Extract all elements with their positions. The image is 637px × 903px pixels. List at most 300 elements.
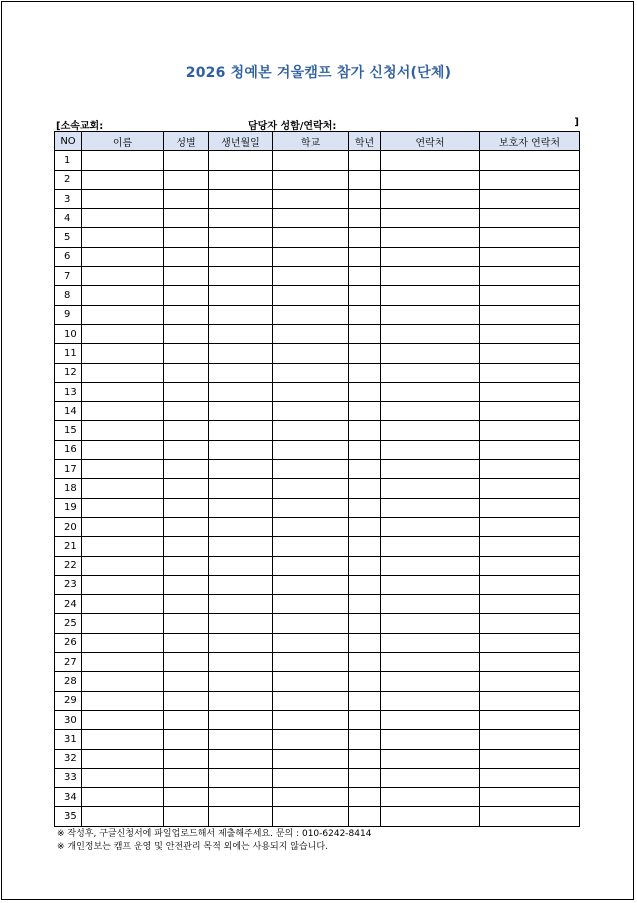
birthdate-cell[interactable]	[209, 807, 273, 826]
guardian-contact-cell[interactable]	[480, 228, 580, 247]
grade-cell[interactable]	[349, 537, 381, 556]
guardian-contact-cell[interactable]	[480, 402, 580, 421]
contact-cell[interactable]	[381, 344, 480, 363]
name-cell[interactable]	[82, 189, 164, 208]
header-birthdate: 생년월일	[209, 132, 273, 151]
info-line	[56, 117, 579, 131]
contact-cell[interactable]	[381, 633, 480, 652]
school-cell[interactable]	[273, 305, 349, 324]
school-cell[interactable]	[273, 421, 349, 440]
table-row	[55, 788, 580, 807]
header-gender: 성별	[164, 132, 209, 151]
school-cell[interactable]	[273, 402, 349, 421]
school-cell[interactable]	[273, 614, 349, 633]
birthdate-cell[interactable]	[209, 575, 273, 594]
note-submission: ※ 작성후, 구글신청서에 파일업로드해서 제출해주세요. 문의 : 010-6242-8414	[57, 829, 372, 839]
name-cell[interactable]	[82, 286, 164, 305]
table-row	[55, 440, 580, 459]
contact-cell[interactable]	[381, 730, 480, 749]
table-row	[55, 633, 580, 652]
school-cell[interactable]	[273, 151, 349, 170]
guardian-contact-cell[interactable]	[480, 344, 580, 363]
school-cell[interactable]	[273, 209, 349, 228]
row-number: 31	[55, 730, 82, 749]
gender-cell[interactable]	[164, 460, 209, 479]
gender-cell[interactable]	[164, 305, 209, 324]
gender-cell[interactable]	[164, 228, 209, 247]
row-number: 7	[55, 267, 82, 286]
name-cell[interactable]	[82, 460, 164, 479]
contact-cell[interactable]	[381, 710, 480, 729]
gender-cell[interactable]	[164, 170, 209, 189]
birthdate-cell[interactable]	[209, 595, 273, 614]
school-cell[interactable]	[273, 460, 349, 479]
grade-cell[interactable]	[349, 440, 381, 459]
birthdate-cell[interactable]	[209, 479, 273, 498]
grade-cell[interactable]	[349, 517, 381, 536]
grade-cell[interactable]	[349, 363, 381, 382]
grade-cell[interactable]	[349, 228, 381, 247]
school-cell[interactable]	[273, 189, 349, 208]
name-cell[interactable]	[82, 228, 164, 247]
guardian-contact-cell[interactable]	[480, 189, 580, 208]
birthdate-cell[interactable]	[209, 305, 273, 324]
grade-cell[interactable]	[349, 344, 381, 363]
gender-cell[interactable]	[164, 498, 209, 517]
row-number: 35	[55, 807, 82, 826]
guardian-contact-cell[interactable]	[480, 382, 580, 401]
grade-cell[interactable]	[349, 247, 381, 266]
gender-cell[interactable]	[164, 653, 209, 672]
gender-cell[interactable]	[164, 595, 209, 614]
row-number: 1	[55, 151, 82, 170]
table-row	[55, 305, 580, 324]
grade-cell[interactable]	[349, 189, 381, 208]
contact-cell[interactable]	[381, 614, 480, 633]
contact-cell[interactable]	[381, 151, 480, 170]
gender-cell[interactable]	[164, 363, 209, 382]
guardian-contact-cell[interactable]	[480, 633, 580, 652]
guardian-contact-cell[interactable]	[480, 807, 580, 826]
name-cell[interactable]	[82, 537, 164, 556]
row-number: 17	[55, 460, 82, 479]
birthdate-cell[interactable]	[209, 768, 273, 787]
contact-cell[interactable]	[381, 267, 480, 286]
table-row	[55, 537, 580, 556]
grade-cell[interactable]	[349, 305, 381, 324]
name-cell[interactable]	[82, 768, 164, 787]
guardian-contact-cell[interactable]	[480, 170, 580, 189]
name-cell[interactable]	[82, 633, 164, 652]
name-cell[interactable]	[82, 151, 164, 170]
contact-cell[interactable]	[381, 788, 480, 807]
grade-cell[interactable]	[349, 324, 381, 343]
gender-cell[interactable]	[164, 633, 209, 652]
name-cell[interactable]	[82, 575, 164, 594]
school-cell[interactable]	[273, 749, 349, 768]
gender-cell[interactable]	[164, 614, 209, 633]
name-cell[interactable]	[82, 344, 164, 363]
guardian-contact-cell[interactable]	[480, 556, 580, 575]
guardian-contact-cell[interactable]	[480, 421, 580, 440]
birthdate-cell[interactable]	[209, 324, 273, 343]
school-cell[interactable]	[273, 440, 349, 459]
contact-cell[interactable]	[381, 363, 480, 382]
gender-cell[interactable]	[164, 479, 209, 498]
contact-cell[interactable]	[381, 672, 480, 691]
gender-cell[interactable]	[164, 440, 209, 459]
gender-cell[interactable]	[164, 151, 209, 170]
gender-cell[interactable]	[164, 556, 209, 575]
gender-cell[interactable]	[164, 691, 209, 710]
school-cell[interactable]	[273, 595, 349, 614]
grade-cell[interactable]	[349, 209, 381, 228]
guardian-contact-cell[interactable]	[480, 517, 580, 536]
table-row	[55, 730, 580, 749]
name-cell[interactable]	[82, 402, 164, 421]
guardian-contact-cell[interactable]	[480, 672, 580, 691]
row-number: 23	[55, 575, 82, 594]
guardian-contact-cell[interactable]	[480, 498, 580, 517]
guardian-contact-cell[interactable]	[480, 363, 580, 382]
contact-cell[interactable]	[381, 807, 480, 826]
table-row	[55, 749, 580, 768]
name-cell[interactable]	[82, 710, 164, 729]
table-row	[55, 460, 580, 479]
gender-cell[interactable]	[164, 730, 209, 749]
school-cell[interactable]	[273, 247, 349, 266]
gender-cell[interactable]	[164, 247, 209, 266]
row-number: 28	[55, 672, 82, 691]
contact-cell[interactable]	[381, 440, 480, 459]
table-row	[55, 768, 580, 787]
header-guardian-contact: 보호자 연락처	[480, 132, 580, 151]
table-row	[55, 209, 580, 228]
row-number: 26	[55, 633, 82, 652]
grade-cell[interactable]	[349, 498, 381, 517]
grade-cell[interactable]	[349, 788, 381, 807]
birthdate-cell[interactable]	[209, 614, 273, 633]
guardian-contact-cell[interactable]	[480, 788, 580, 807]
contact-cell[interactable]	[381, 498, 480, 517]
name-cell[interactable]	[82, 653, 164, 672]
gender-cell[interactable]	[164, 267, 209, 286]
grade-cell[interactable]	[349, 556, 381, 575]
gender-cell[interactable]	[164, 788, 209, 807]
school-cell[interactable]	[273, 479, 349, 498]
birthdate-cell[interactable]	[209, 653, 273, 672]
name-cell[interactable]	[82, 305, 164, 324]
school-cell[interactable]	[273, 344, 349, 363]
row-number: 16	[55, 440, 82, 459]
name-cell[interactable]	[82, 614, 164, 633]
school-cell[interactable]	[273, 363, 349, 382]
guardian-contact-cell[interactable]	[480, 749, 580, 768]
name-cell[interactable]	[82, 807, 164, 826]
gender-cell[interactable]	[164, 749, 209, 768]
name-cell[interactable]	[82, 788, 164, 807]
name-cell[interactable]	[82, 170, 164, 189]
note-privacy: ※ 개인정보는 캠프 운영 및 안전관리 목적 외에는 사용되지 않습니다.	[57, 842, 328, 852]
table-row	[55, 324, 580, 343]
contact-cell[interactable]	[381, 479, 480, 498]
school-cell[interactable]	[273, 382, 349, 401]
table-row	[55, 575, 580, 594]
birthdate-cell[interactable]	[209, 267, 273, 286]
guardian-contact-cell[interactable]	[480, 151, 580, 170]
row-number: 27	[55, 653, 82, 672]
row-number: 9	[55, 305, 82, 324]
contact-cell[interactable]	[381, 537, 480, 556]
contact-cell[interactable]	[381, 189, 480, 208]
table-row	[55, 672, 580, 691]
name-cell[interactable]	[82, 440, 164, 459]
grade-cell[interactable]	[349, 382, 381, 401]
gender-cell[interactable]	[164, 517, 209, 536]
row-number: 33	[55, 768, 82, 787]
gender-cell[interactable]	[164, 189, 209, 208]
contact-cell[interactable]	[381, 247, 480, 266]
grade-cell[interactable]	[349, 151, 381, 170]
guardian-contact-cell[interactable]	[480, 286, 580, 305]
guardian-contact-cell[interactable]	[480, 653, 580, 672]
school-cell[interactable]	[273, 324, 349, 343]
contact-cell[interactable]	[381, 402, 480, 421]
gender-cell[interactable]	[164, 344, 209, 363]
grade-cell[interactable]	[349, 633, 381, 652]
guardian-contact-cell[interactable]	[480, 537, 580, 556]
grade-cell[interactable]	[349, 768, 381, 787]
birthdate-cell[interactable]	[209, 228, 273, 247]
birthdate-cell[interactable]	[209, 402, 273, 421]
birthdate-cell[interactable]	[209, 498, 273, 517]
contact-cell[interactable]	[381, 460, 480, 479]
gender-cell[interactable]	[164, 768, 209, 787]
row-number: 21	[55, 537, 82, 556]
birthdate-cell[interactable]	[209, 710, 273, 729]
contact-cell[interactable]	[381, 575, 480, 594]
birthdate-cell[interactable]	[209, 363, 273, 382]
name-cell[interactable]	[82, 517, 164, 536]
grade-cell[interactable]	[349, 807, 381, 826]
birthdate-cell[interactable]	[209, 170, 273, 189]
name-cell[interactable]	[82, 730, 164, 749]
contact-label: 담당자 성함/연락처:	[248, 121, 337, 132]
school-cell[interactable]	[273, 575, 349, 594]
school-cell[interactable]	[273, 653, 349, 672]
guardian-contact-cell[interactable]	[480, 267, 580, 286]
name-cell[interactable]	[82, 421, 164, 440]
grade-cell[interactable]	[349, 402, 381, 421]
row-number: 5	[55, 228, 82, 247]
gender-cell[interactable]	[164, 807, 209, 826]
birthdate-cell[interactable]	[209, 382, 273, 401]
grade-cell[interactable]	[349, 710, 381, 729]
gender-cell[interactable]	[164, 286, 209, 305]
header-no: NO	[55, 132, 82, 151]
row-number: 18	[55, 479, 82, 498]
name-cell[interactable]	[82, 749, 164, 768]
contact-cell[interactable]	[381, 209, 480, 228]
table-row	[55, 807, 580, 826]
school-cell[interactable]	[273, 286, 349, 305]
guardian-contact-cell[interactable]	[480, 247, 580, 266]
school-cell[interactable]	[273, 537, 349, 556]
guardian-contact-cell[interactable]	[480, 460, 580, 479]
guardian-contact-cell[interactable]	[480, 595, 580, 614]
grade-cell[interactable]	[349, 460, 381, 479]
gender-cell[interactable]	[164, 575, 209, 594]
grade-cell[interactable]	[349, 730, 381, 749]
birthdate-cell[interactable]	[209, 209, 273, 228]
school-cell[interactable]	[273, 807, 349, 826]
name-cell[interactable]	[82, 247, 164, 266]
birthdate-cell[interactable]	[209, 691, 273, 710]
birthdate-cell[interactable]	[209, 151, 273, 170]
grade-cell[interactable]	[349, 749, 381, 768]
table-row	[55, 228, 580, 247]
guardian-contact-cell[interactable]	[480, 730, 580, 749]
table-row	[55, 247, 580, 266]
school-cell[interactable]	[273, 170, 349, 189]
gender-cell[interactable]	[164, 324, 209, 343]
gender-cell[interactable]	[164, 421, 209, 440]
name-cell[interactable]	[82, 209, 164, 228]
contact-cell[interactable]	[381, 305, 480, 324]
contact-cell[interactable]	[381, 286, 480, 305]
table-row	[55, 344, 580, 363]
row-number: 14	[55, 402, 82, 421]
name-cell[interactable]	[82, 267, 164, 286]
school-cell[interactable]	[273, 730, 349, 749]
birthdate-cell[interactable]	[209, 556, 273, 575]
grade-cell[interactable]	[349, 672, 381, 691]
guardian-contact-cell[interactable]	[480, 209, 580, 228]
guardian-contact-cell[interactable]	[480, 575, 580, 594]
grade-cell[interactable]	[349, 479, 381, 498]
name-cell[interactable]	[82, 382, 164, 401]
birthdate-cell[interactable]	[209, 344, 273, 363]
birthdate-cell[interactable]	[209, 633, 273, 652]
name-cell[interactable]	[82, 595, 164, 614]
guardian-contact-cell[interactable]	[480, 768, 580, 787]
name-cell[interactable]	[82, 324, 164, 343]
grade-cell[interactable]	[349, 614, 381, 633]
row-number: 4	[55, 209, 82, 228]
gender-cell[interactable]	[164, 710, 209, 729]
grade-cell[interactable]	[349, 286, 381, 305]
contact-cell[interactable]	[381, 324, 480, 343]
header-grade: 학년	[349, 132, 381, 151]
birthdate-cell[interactable]	[209, 421, 273, 440]
school-cell[interactable]	[273, 517, 349, 536]
birthdate-cell[interactable]	[209, 788, 273, 807]
name-cell[interactable]	[82, 672, 164, 691]
contact-cell[interactable]	[381, 382, 480, 401]
contact-cell[interactable]	[381, 595, 480, 614]
guardian-contact-cell[interactable]	[480, 710, 580, 729]
gender-cell[interactable]	[164, 402, 209, 421]
contact-cell[interactable]	[381, 749, 480, 768]
name-cell[interactable]	[82, 556, 164, 575]
row-number: 8	[55, 286, 82, 305]
guardian-contact-cell[interactable]	[480, 691, 580, 710]
birthdate-cell[interactable]	[209, 286, 273, 305]
contact-cell[interactable]	[381, 653, 480, 672]
birthdate-cell[interactable]	[209, 189, 273, 208]
table-row	[55, 421, 580, 440]
school-cell[interactable]	[273, 768, 349, 787]
contact-cell[interactable]	[381, 170, 480, 189]
guardian-contact-cell[interactable]	[480, 440, 580, 459]
guardian-contact-cell[interactable]	[480, 305, 580, 324]
school-cell[interactable]	[273, 672, 349, 691]
birthdate-cell[interactable]	[209, 517, 273, 536]
contact-cell[interactable]	[381, 228, 480, 247]
name-cell[interactable]	[82, 691, 164, 710]
notes	[57, 828, 371, 854]
grade-cell[interactable]	[349, 421, 381, 440]
table-row	[55, 691, 580, 710]
table-row	[55, 479, 580, 498]
row-number: 22	[55, 556, 82, 575]
school-cell[interactable]	[273, 633, 349, 652]
table-row	[55, 710, 580, 729]
birthdate-cell[interactable]	[209, 672, 273, 691]
birthdate-cell[interactable]	[209, 749, 273, 768]
birthdate-cell[interactable]	[209, 537, 273, 556]
gender-cell[interactable]	[164, 209, 209, 228]
guardian-contact-cell[interactable]	[480, 324, 580, 343]
name-cell[interactable]	[82, 479, 164, 498]
table-row	[55, 286, 580, 305]
gender-cell[interactable]	[164, 672, 209, 691]
school-cell[interactable]	[273, 267, 349, 286]
name-cell[interactable]	[82, 498, 164, 517]
birthdate-cell[interactable]	[209, 460, 273, 479]
contact-cell[interactable]	[381, 517, 480, 536]
gender-cell[interactable]	[164, 537, 209, 556]
grade-cell[interactable]	[349, 267, 381, 286]
birthdate-cell[interactable]	[209, 247, 273, 266]
guardian-contact-cell[interactable]	[480, 479, 580, 498]
school-cell[interactable]	[273, 691, 349, 710]
contact-cell[interactable]	[381, 691, 480, 710]
grade-cell[interactable]	[349, 653, 381, 672]
school-cell[interactable]	[273, 228, 349, 247]
school-cell[interactable]	[273, 710, 349, 729]
grade-cell[interactable]	[349, 595, 381, 614]
contact-cell[interactable]	[381, 556, 480, 575]
row-number: 32	[55, 749, 82, 768]
contact-cell[interactable]	[381, 421, 480, 440]
guardian-contact-cell[interactable]	[480, 614, 580, 633]
school-cell[interactable]	[273, 556, 349, 575]
gender-cell[interactable]	[164, 382, 209, 401]
closing-bracket: ]	[574, 117, 579, 128]
birthdate-cell[interactable]	[209, 730, 273, 749]
row-number: 13	[55, 382, 82, 401]
header-row	[55, 132, 580, 151]
school-cell[interactable]	[273, 788, 349, 807]
school-cell[interactable]	[273, 498, 349, 517]
grade-cell[interactable]	[349, 575, 381, 594]
grade-cell[interactable]	[349, 691, 381, 710]
contact-cell[interactable]	[381, 768, 480, 787]
name-cell[interactable]	[82, 363, 164, 382]
birthdate-cell[interactable]	[209, 440, 273, 459]
grade-cell[interactable]	[349, 170, 381, 189]
